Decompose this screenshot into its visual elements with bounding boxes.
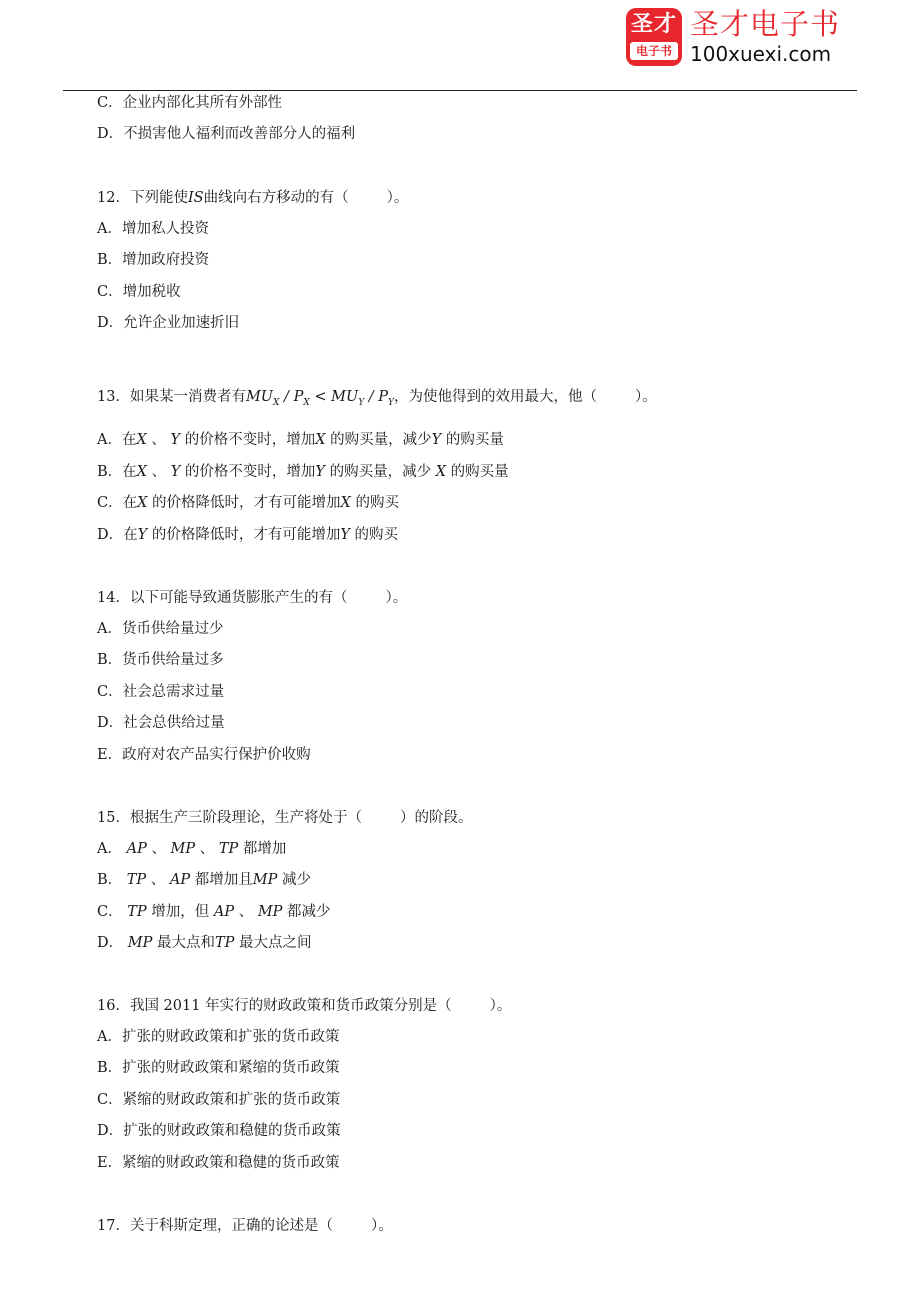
q14-option-a: A．货币供给量过少 — [97, 621, 224, 637]
q13-formula-y2: Y — [388, 398, 394, 408]
q14-option-c: C．社会总需求过量 — [97, 684, 225, 700]
q12-stem-var: IS — [187, 190, 204, 206]
q13-formula-x2: X — [303, 398, 310, 408]
q14-option-d: D．社会总供给过量 — [97, 715, 225, 731]
brand-logo-badge[interactable] — [626, 8, 682, 66]
q15-option-c: C． TP 增加，但 AP 、 MP 都减少 — [97, 904, 331, 920]
q16-option-c: C．紧缩的财政政策和扩张的货币政策 — [97, 1092, 341, 1108]
q12-option-d: D．允许企业加速折旧 — [97, 315, 240, 331]
q14-stem: 14．以下可能导致通货膨胀产生的有（ ）。 — [97, 590, 408, 606]
q14-option-e: E．政府对农产品实行保护价收购 — [97, 747, 311, 763]
q11-option-c: C．企业内部化其所有外部性 — [97, 95, 283, 111]
q13-option-a: A．在X 、 Y 的价格不变时，增加X 的购买量，减少Y 的购买量 — [97, 432, 504, 448]
q16-option-a: A．扩张的财政政策和扩张的货币政策 — [97, 1029, 340, 1045]
q14-option-b: B．货币供给量过多 — [97, 652, 224, 668]
q13-formula-p: P — [293, 389, 304, 405]
q13-option-c: C．在X 的价格降低时，才有可能增加X 的购买 — [97, 495, 399, 511]
brand-title[interactable]: 圣才电子书 — [690, 7, 841, 41]
q13-stem — [97, 386, 657, 414]
q13-formula-mu2: MU — [331, 389, 359, 405]
q13-stem-pre: 13．如果某一消费者有 — [97, 389, 246, 405]
q13-stem-end: ）。 — [634, 389, 657, 405]
q17-stem: 17．关于科斯定理，正确的论述是（ ）。 — [97, 1218, 393, 1234]
q13-formula-y: Y — [358, 398, 365, 408]
q12-option-c: C．增加税收 — [97, 284, 181, 300]
q13-option-d: D．在Y 的价格降低时，才有可能增加Y 的购买 — [97, 527, 399, 543]
q16-option-d: D．扩张的财政政策和稳健的货币政策 — [97, 1123, 341, 1139]
q13-option-b: B．在X 、 Y 的价格不变时，增加Y 的购买量，减少 X 的购买量 — [97, 464, 509, 480]
q15-stem: 15．根据生产三阶段理论，生产将处于（ ）的阶段。 — [97, 810, 473, 826]
brand-badge-top: 圣才 — [630, 12, 677, 37]
q13-formula-slash: / — [279, 389, 294, 405]
q13-formula-x: X — [273, 398, 280, 408]
brand-badge-bottom: 电子书 — [630, 42, 678, 60]
brand-url[interactable]: 100xuexi.com — [690, 42, 832, 66]
q11-option-d: D．不损害他人福利而改善部分人的福利 — [97, 126, 356, 142]
q13-stem-post: ，为使他得到的效用最大，他（ — [393, 389, 597, 405]
q16-option-b: B．扩张的财政政策和紧缩的货币政策 — [97, 1060, 340, 1076]
q12-stem-post: 曲线向右方移动的有（ — [203, 190, 349, 206]
q13-formula-slash2: / — [364, 389, 379, 405]
header-divider — [63, 90, 857, 91]
q16-stem: 16．我国 2011 年实行的财政政策和货币政策分别是（ ）。 — [97, 998, 512, 1014]
q12-stem-end: ）。 — [386, 190, 409, 206]
q13-formula-mu: MU — [245, 389, 274, 405]
q15-option-a: A． AP 、 MP 、 TP 都增加 — [97, 841, 287, 857]
q15-option-b: B． TP 、 AP 都增加且MP 减少 — [97, 872, 311, 888]
q13-formula-p2: P — [378, 389, 389, 405]
q12-stem-pre: 12．下列能使 — [97, 190, 188, 206]
q12-option-a: A．增加私人投资 — [97, 221, 209, 237]
page-header — [0, 0, 920, 92]
q15-option-d: D． MP 最大点和TP 最大点之间 — [97, 935, 312, 951]
q16-option-e: E．紧缩的财政政策和稳健的货币政策 — [97, 1155, 340, 1171]
q12-option-b: B．增加政府投资 — [97, 252, 210, 268]
q12-stem — [97, 187, 408, 209]
q13-formula-lt: < — [309, 389, 332, 405]
